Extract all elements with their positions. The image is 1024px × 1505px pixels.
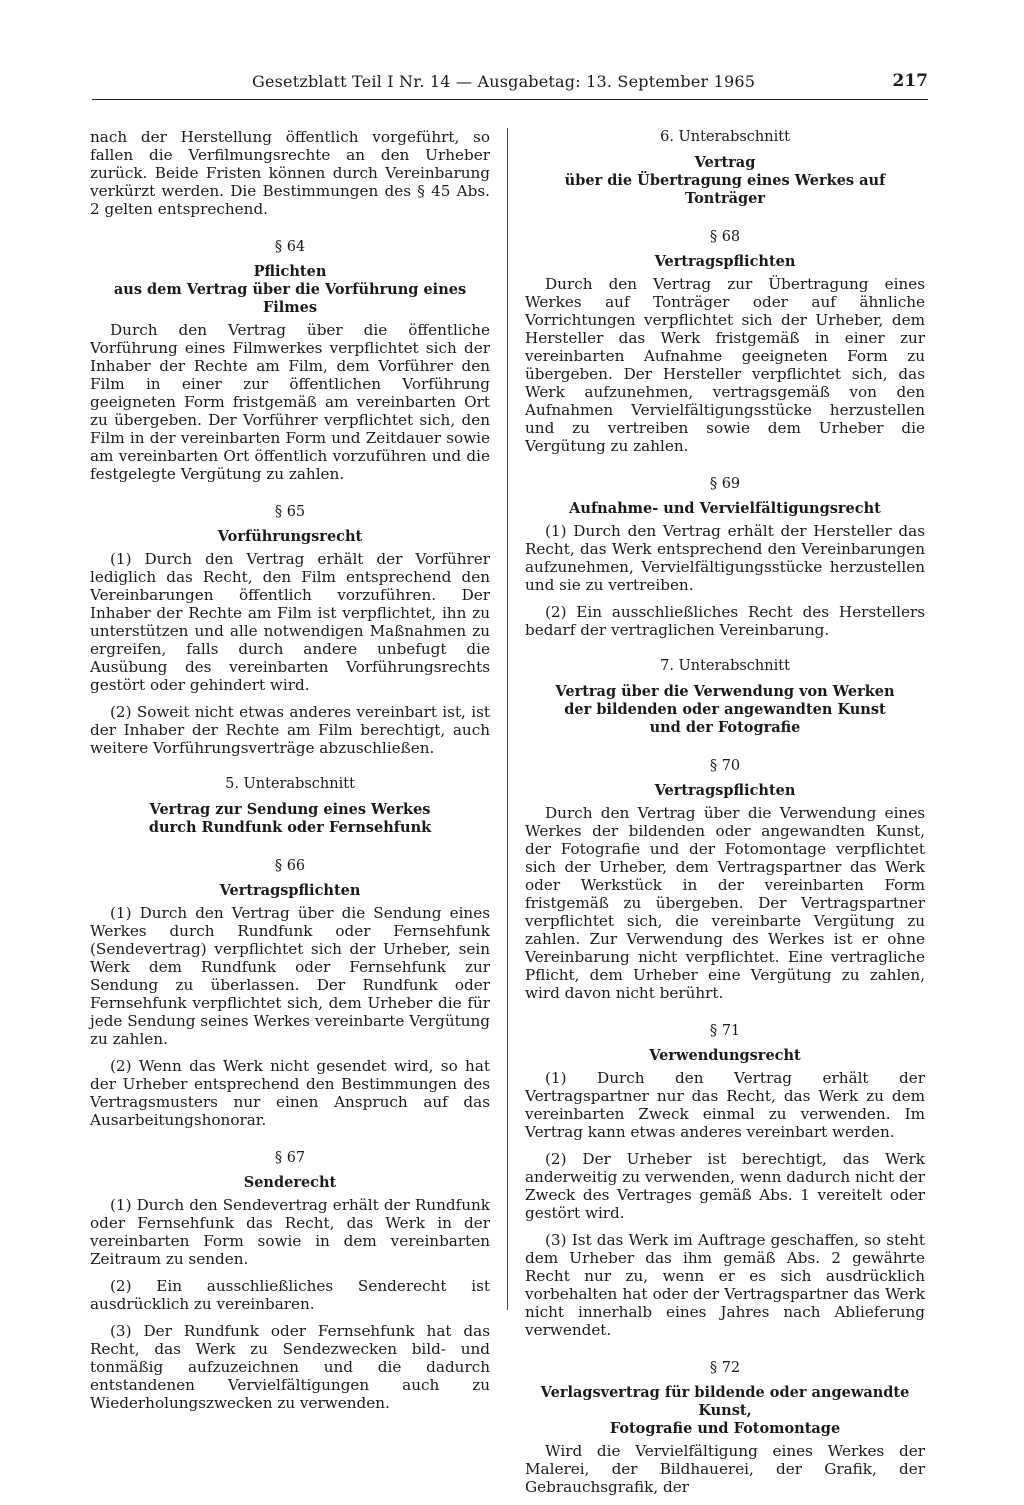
section-72-number: § 72: [709, 1360, 741, 1376]
section-64-heading: [90, 263, 490, 317]
subsection-5-label: 5. Unterabschnitt: [225, 776, 355, 792]
subsection-7-heading-line3: und der Fotografie: [649, 719, 801, 736]
section-65-number: § 65: [274, 504, 306, 520]
subsection-7-heading-line1: Vertrag über die Verwendung von Werken: [555, 683, 895, 700]
section-72-heading: [525, 1384, 925, 1438]
section-64-number: § 64: [274, 239, 306, 255]
subsection-5-heading: [90, 801, 490, 837]
section-64-paragraph: Durch den Vertrag über die öffentliche Vorführung eines Filmwerkes verpflichtet sich der Inhaber der Rechte am Film, dem Vorführer den Film in einer zur öffentlichen Vorführung geeigneten Form fristgemäß am vereinbarten Ort zu übergeben. Der Vorführer verpflichtet sich, den Film in der vereinbarten Form und Zeitdauer sowie am vereinbarten Ort öffentlich vorzuführen und die festgelegte Vergütung zu zahlen.: [90, 321, 490, 483]
section-68-heading: Vertragspflichten: [654, 253, 796, 270]
subsection-7-label: 7. Unterabschnitt: [660, 658, 790, 674]
subsection-7-heading: [525, 683, 925, 737]
subsection-6-heading: [525, 154, 925, 208]
section-71-paragraph-2: (2) Der Urheber ist berechtigt, das Werk anderweitig zu verwenden, wenn dadurch nicht der Zweck des Vertrages gemäß Abs. 1 vereitelt oder gestört wird.: [525, 1150, 925, 1222]
header-title: Gesetzblatt Teil I Nr. 14 — Ausgabetag: 13. September 1965: [252, 72, 756, 91]
section-67-heading: Senderecht: [243, 1174, 337, 1191]
section-71-number: § 71: [709, 1023, 741, 1039]
left-column: [90, 128, 490, 1421]
section-69-number: § 69: [709, 476, 741, 492]
section-68-paragraph: Durch den Vertrag zur Übertragung eines Werkes auf Tonträger oder auf ähnliche Vorrichtungen verpflichtet sich der Urheber, dem Hersteller das Werk fristgemäß in einer zur vereinbarten Aufnahme geeigneten Form zu übergeben. Der Hersteller verpflichtet sich, das Werk aufzunehmen, vertragsgemäß von den Aufnahmen Vervielfältigungsstücke herzustellen und zu vertreiben sowie dem Urheber die Vergütung zu zahlen.: [525, 275, 925, 455]
subsection-5-heading-line2: durch Rundfunk oder Fernsehfunk: [148, 819, 432, 836]
section-72-paragraph: Wird die Vervielfältigung eines Werkes der Malerei, der Bildhauerei, der Grafik, der Gebrauchsgrafik, der: [525, 1442, 925, 1496]
section-66-paragraph-2: (2) Wenn das Werk nicht gesendet wird, so hat der Urheber entsprechend den Bestimmungen des Vertragsmusters nur einen Anspruch auf das Ausarbeitungshonorar.: [90, 1057, 490, 1129]
section-70-number: § 70: [709, 758, 741, 774]
section-71-heading: Verwendungsrecht: [649, 1047, 801, 1064]
section-66-heading: Vertragspflichten: [219, 882, 361, 899]
intro-paragraph: nach der Herstellung öffentlich vorgeführt, so fallen die Verfilmungsrechte an den Urheber zurück. Beide Fristen können durch Vereinbarung verkürzt werden. Die Bestimmungen des § 45 Abs. 2 gelten entsprechend.: [90, 128, 490, 218]
section-71-paragraph-3: (3) Ist das Werk im Auftrage geschaffen, so steht dem Urheber das ihm gemäß Abs. 2 gewährte Recht nur zu, wenn er es sich ausdrücklich vorbehalten hat oder der Vertragspartner das Werk nicht innerhalb eines Jahres nach Ablieferung verwendet.: [525, 1231, 925, 1339]
section-69-heading: Aufnahme- und Vervielfältigungsrecht: [569, 500, 881, 517]
page-header: [92, 72, 928, 100]
section-68-number: § 68: [709, 229, 741, 245]
section-64-heading-line1: Pflichten: [253, 263, 327, 280]
section-69-paragraph-1: (1) Durch den Vertrag erhält der Hersteller das Recht, das Werk entsprechend den Vereinbarungen aufzunehmen, Vervielfältigungsstücke herzustellen und sie zu vertreiben.: [525, 522, 925, 594]
section-72-heading-line2: Fotografie und Fotomontage: [609, 1420, 841, 1437]
section-66-number: § 66: [274, 858, 306, 874]
section-67-number: § 67: [274, 1150, 306, 1166]
section-67-paragraph-2: (2) Ein ausschließliches Senderecht ist ausdrücklich zu vereinbaren.: [90, 1277, 490, 1313]
subsection-7-heading-line2: der bildenden oder angewandten Kunst: [564, 701, 886, 718]
section-72-heading-line1: Verlagsvertrag für bildende oder angewandte Kunst,: [540, 1384, 910, 1419]
section-67-paragraph-1: (1) Durch den Sendevertrag erhält der Rundfunk oder Fernsehfunk das Recht, das Werk in der vereinbarten Form sowie in dem vereinbarten Zeitraum zu senden.: [90, 1196, 490, 1268]
section-70-heading: Vertragspflichten: [654, 782, 796, 799]
page-number: 217: [892, 71, 928, 91]
header-rule: [92, 99, 928, 100]
subsection-5-heading-line1: Vertrag zur Sendung eines Werkes: [149, 801, 431, 818]
subsection-6-label: 6. Unterabschnitt: [660, 129, 790, 145]
section-65-paragraph-1: (1) Durch den Vertrag erhält der Vorführer lediglich das Recht, den Film entsprechend den Vereinbarungen öffentlich vorzuführen. Der Inhaber der Rechte am Film ist verpflichtet, ihn zu unterstützen und alle notwendigen Maßnahmen zu ergreifen, falls durch andere unbefugt die Ausübung des vereinbarten Vorführungsrechts gestört oder gehindert wird.: [90, 550, 490, 694]
subsection-6-heading-line2: über die Übertragung eines Werkes auf Tonträger: [564, 172, 886, 207]
section-66-paragraph-1: (1) Durch den Vertrag über die Sendung eines Werkes durch Rundfunk oder Fernsehfunk (Sendevertrag) verpflichtet sich der Urheber, sein Werk dem Rundfunk oder Fernsehfunk zur Sendung zu überlassen. Der Rundfunk oder Fernsehfunk verpflichtet sich, dem Urheber die für jede Sendung seines Werkes vereinbarte Vergütung zu zahlen.: [90, 904, 490, 1048]
section-65-heading: Vorführungsrecht: [217, 528, 363, 545]
right-column: [525, 128, 925, 1505]
section-70-paragraph: Durch den Vertrag über die Verwendung eines Werkes der bildenden oder angewandten Kunst, der Fotografie und der Fotomontage verpflichtet sich der Urheber, dem Vertragspartner das Werk oder Werkstück in der vereinbarten Form fristgemäß zu übergeben. Der Vertragspartner verpflichtet sich, die vereinbarte Vergütung zu zahlen. Zur Verwendung des Werkes ist er ohne Vereinbarung nicht verpflichtet. Eine vertragliche Pflicht, dem Urheber eine Vergütung zu zahlen, wird davon nicht berührt.: [525, 804, 925, 1002]
section-65-paragraph-2: (2) Soweit nicht etwas anderes vereinbart ist, ist der Inhaber der Rechte am Film berechtigt, auch weitere Vorführungsverträge abzuschließen.: [90, 703, 490, 757]
section-69-paragraph-2: (2) Ein ausschließliches Recht des Herstellers bedarf der vertraglichen Vereinbarung.: [525, 603, 925, 639]
section-67-paragraph-3: (3) Der Rundfunk oder Fernsehfunk hat das Recht, das Werk zu Sendezwecken bild- und tonmäßig aufzuzeichnen und die dadurch entstandenen Vervielfältigungen auch zu Wiederholungszwecken zu verwenden.: [90, 1322, 490, 1412]
section-71-paragraph-1: (1) Durch den Vertrag erhält der Vertragspartner nur das Recht, das Werk zu dem vereinbarten Zweck einmal zu verwenden. Im Vertrag kann etwas anderes vereinbart werden.: [525, 1069, 925, 1141]
subsection-6-heading-line1: Vertrag: [694, 154, 756, 171]
section-64-heading-line2: aus dem Vertrag über die Vorführung eines Filmes: [113, 281, 467, 316]
column-divider: [507, 128, 508, 1310]
